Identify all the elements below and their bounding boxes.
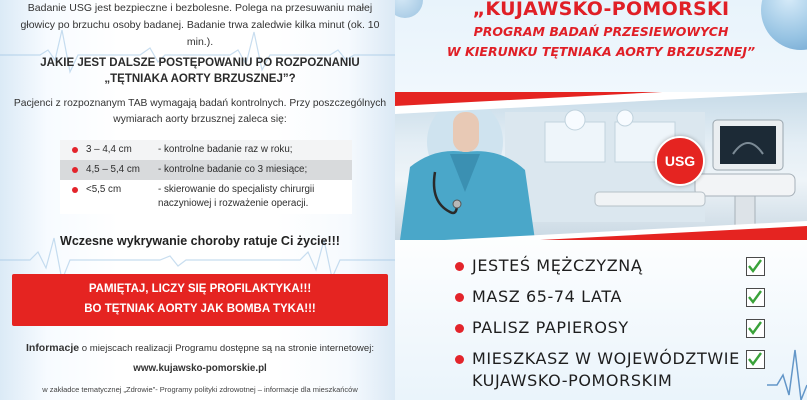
red-dot-icon	[72, 187, 78, 193]
usg-badge: USG	[655, 136, 705, 186]
red-dot-icon	[72, 167, 78, 173]
checklist-label: PALISZ PAPIEROSY	[472, 318, 629, 337]
red-dot-icon	[72, 147, 78, 153]
checklist-item	[395, 348, 807, 396]
checklist-label: MASZ 65-74 LATA	[472, 287, 622, 306]
recommendation: - kontrolne badanie co 3 miesiące;	[158, 164, 308, 175]
info-text	[10, 342, 390, 355]
program-subtitle	[415, 22, 787, 62]
recommendation: - kontrolne badanie raz w roku;	[158, 144, 293, 155]
checklist-item	[395, 255, 807, 286]
aorta-size: 3 – 4,4 cm	[86, 144, 132, 155]
table-row	[60, 180, 352, 214]
checklist-item	[395, 317, 807, 348]
right-panel	[395, 0, 807, 400]
subtitle-line: PROGRAM BADAŃ PRZESIEWOWYCH	[473, 24, 729, 39]
checklist-label: KUJAWSKO-POMORSKIM	[472, 371, 673, 390]
table-row	[60, 140, 352, 160]
recommendation-table	[60, 140, 352, 214]
globe-decoration	[395, 0, 423, 18]
recommendation: - skierowanie do specjalisty chirurgii naczyniowej i rozważenie operacji.	[158, 184, 315, 209]
banner-line: PAMIĘTAJ, LICZY SIĘ PROFILAKTYKA!!!	[88, 283, 312, 295]
checklist-label: MIESZKASZ W WOJEWÓDZTWIE	[472, 349, 740, 368]
info-bold: Informacje	[25, 342, 80, 354]
warning-banner	[12, 274, 388, 326]
red-dot-icon	[455, 262, 464, 271]
red-dot-icon	[455, 355, 464, 364]
section-paragraph: Pacjenci z rozpoznanym TAB wymagają badań kontrolnych. Przy poszczególnych wymiarach aorty brzusznej zaleca się:	[13, 98, 387, 125]
checklist-item	[395, 286, 807, 317]
table-row	[60, 160, 352, 180]
banner-line: BO TĘTNIAK AORTY JAK BOMBA TYKA!!!	[84, 303, 316, 315]
clinic-illustration	[395, 92, 807, 240]
footer-note: w zakładce tematycznej „Zdrowie”- Programy polityki zdrowotnej – informacje dla mieszkańców	[42, 385, 358, 394]
red-dot-icon	[455, 293, 464, 302]
green-check-icon[interactable]	[746, 288, 765, 307]
section-heading: JAKIE JEST DALSZE POSTĘPOWANIU PO ROZPOZNANIU „TĘTNIAKA AORTY BRZUSZNEJ”?	[40, 57, 360, 85]
ecg-line-decoration	[767, 345, 807, 400]
left-panel	[0, 0, 395, 400]
checklist-label: JESTEŚ MĘŻCZYZNĄ	[472, 256, 643, 275]
red-dot-icon	[455, 324, 464, 333]
medical-photo	[395, 92, 807, 240]
aorta-size: <5,5 cm	[86, 184, 122, 195]
green-check-icon[interactable]	[746, 350, 765, 369]
green-check-icon[interactable]	[746, 319, 765, 338]
aorta-size: 4,5 – 5,4 cm	[86, 164, 140, 175]
intro-paragraph: Badanie USG jest bezpieczne i bezbolesne. Polega na przesuwaniu małej głowicy po brzuchu osoby badanej. Badanie trwa zaledwie kilka minut (ok. 10 min.).	[20, 2, 380, 48]
program-title: „KUJAWSKO-POMORSKI	[472, 0, 730, 20]
green-check-icon[interactable]	[746, 257, 765, 276]
eligibility-checklist	[395, 255, 807, 396]
website-link[interactable]: www.kujawsko-pomorskie.pl	[133, 363, 267, 374]
info-rest: o miejscach realizacji Programu dostępne są na stronie internetowej:	[79, 343, 374, 354]
slogan: Wczesne wykrywanie choroby ratuje Ci życie!!!	[60, 234, 340, 248]
subtitle-line: W KIERUNKU TĘTNIAKA AORTY BRZUSZNEJ”	[446, 44, 756, 59]
